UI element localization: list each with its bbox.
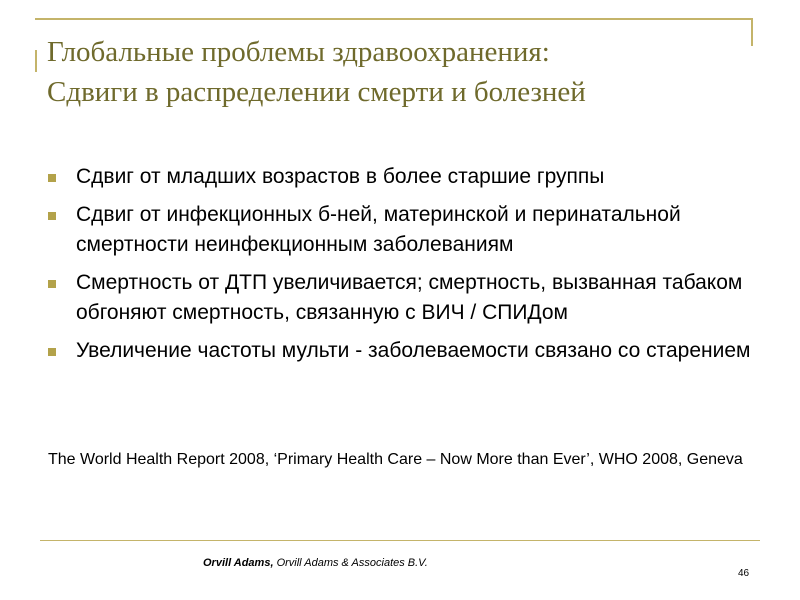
title-left-accent-line xyxy=(35,50,37,72)
bullet-text: Сдвиг от инфекционных б-ней, материнской и перинатальной смертности неинфекционным заболеваниям xyxy=(76,203,681,256)
bullet-list xyxy=(48,162,758,374)
bullet-item xyxy=(48,336,758,366)
slide-title xyxy=(47,32,747,112)
bullet-text: Увеличение частоты мульти - заболеваемости связано со старением xyxy=(76,339,751,362)
bullet-item xyxy=(48,200,758,260)
top-divider-line xyxy=(35,18,753,20)
bullet-item xyxy=(48,162,758,192)
square-bullet-icon xyxy=(48,280,56,288)
footer-author: Orvill Adams, xyxy=(203,557,274,569)
source-citation: The World Health Report 2008, ‘Primary Health Care – Now More than Ever’, WHO 2008, Geneva xyxy=(48,451,743,468)
square-bullet-icon xyxy=(48,348,56,356)
bullet-text: Смертность от ДТП увеличивается; смертность, вызванная табаком обгоняют смертность, связанную с ВИЧ / СПИДом xyxy=(76,271,743,324)
square-bullet-icon xyxy=(48,174,56,182)
bullet-text: Сдвиг от младших возрастов в более старшие группы xyxy=(76,165,605,188)
footer-divider-line xyxy=(40,540,760,541)
slide-title-line-1: Глобальные проблемы здравоохранения: xyxy=(47,36,550,68)
slide-title-line-2: Сдвиги в распределении смерти и болезней xyxy=(47,76,586,108)
top-right-corner-line xyxy=(751,18,753,46)
footer-credit xyxy=(203,557,428,569)
bullet-item xyxy=(48,268,758,328)
page-number: 46 xyxy=(738,568,750,579)
square-bullet-icon xyxy=(48,212,56,220)
footer-organization: Orvill Adams & Associates B.V. xyxy=(273,557,428,569)
